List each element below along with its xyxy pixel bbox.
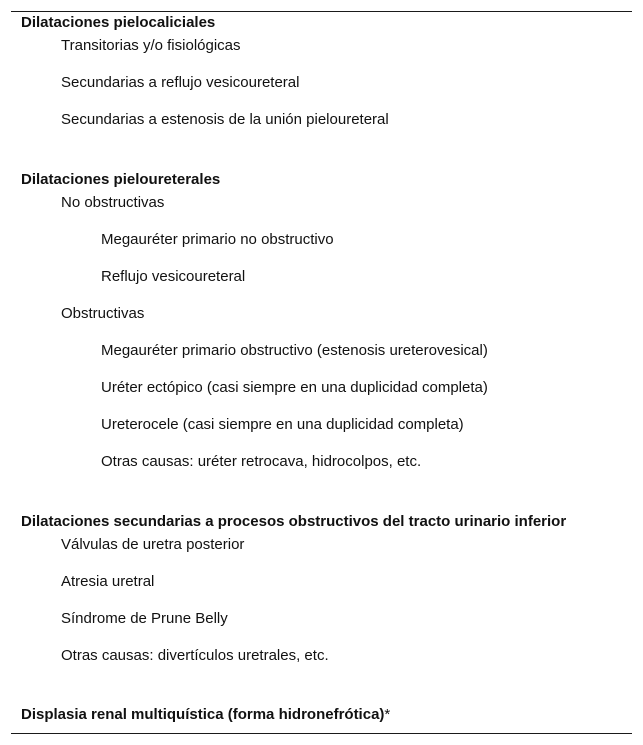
list-item: Otras causas: divertículos uretrales, etc. [61,647,329,664]
table-bottom-rule [11,733,632,734]
section-heading-pielocaliciales: Dilataciones pielocaliciales [21,14,216,31]
section-heading-pieloureterales: Dilataciones pieloureterales [21,171,221,188]
displasia-heading-text: Displasia renal multiquística (forma hidronefrótica) [21,706,385,723]
list-item: Megauréter primario no obstructivo [101,231,334,248]
list-item: Uréter ectópico (casi siempre en una duplicidad completa) [101,379,488,396]
list-item: Reflujo vesicoureteral [101,268,246,285]
list-item: Síndrome de Prune Belly [61,610,228,627]
footnote-mark: * [384,706,391,723]
section-heading-displasia [21,706,390,724]
list-item: Megauréter primario obstructivo (estenosis ureterovesical) [101,342,488,359]
list-item: Otras causas: uréter retrocava, hidrocolpos, etc. [101,453,422,470]
group-label-no-obstructivas: No obstructivas [61,194,165,211]
table-top-rule [11,11,632,12]
group-label-obstructivas: Obstructivas [61,305,145,322]
list-item: Secundarias a estenosis de la unión pieloureteral [61,111,389,128]
list-item: Ureterocele (casi siempre en una duplicidad completa) [101,416,464,433]
list-item: Transitorias y/o fisiológicas [61,37,241,54]
list-item: Atresia uretral [61,573,155,590]
list-item: Válvulas de uretra posterior [61,536,245,553]
section-heading-secundarias: Dilataciones secundarias a procesos obstructivos del tracto urinario inferior [21,513,567,530]
list-item: Secundarias a reflujo vesicoureteral [61,74,300,91]
